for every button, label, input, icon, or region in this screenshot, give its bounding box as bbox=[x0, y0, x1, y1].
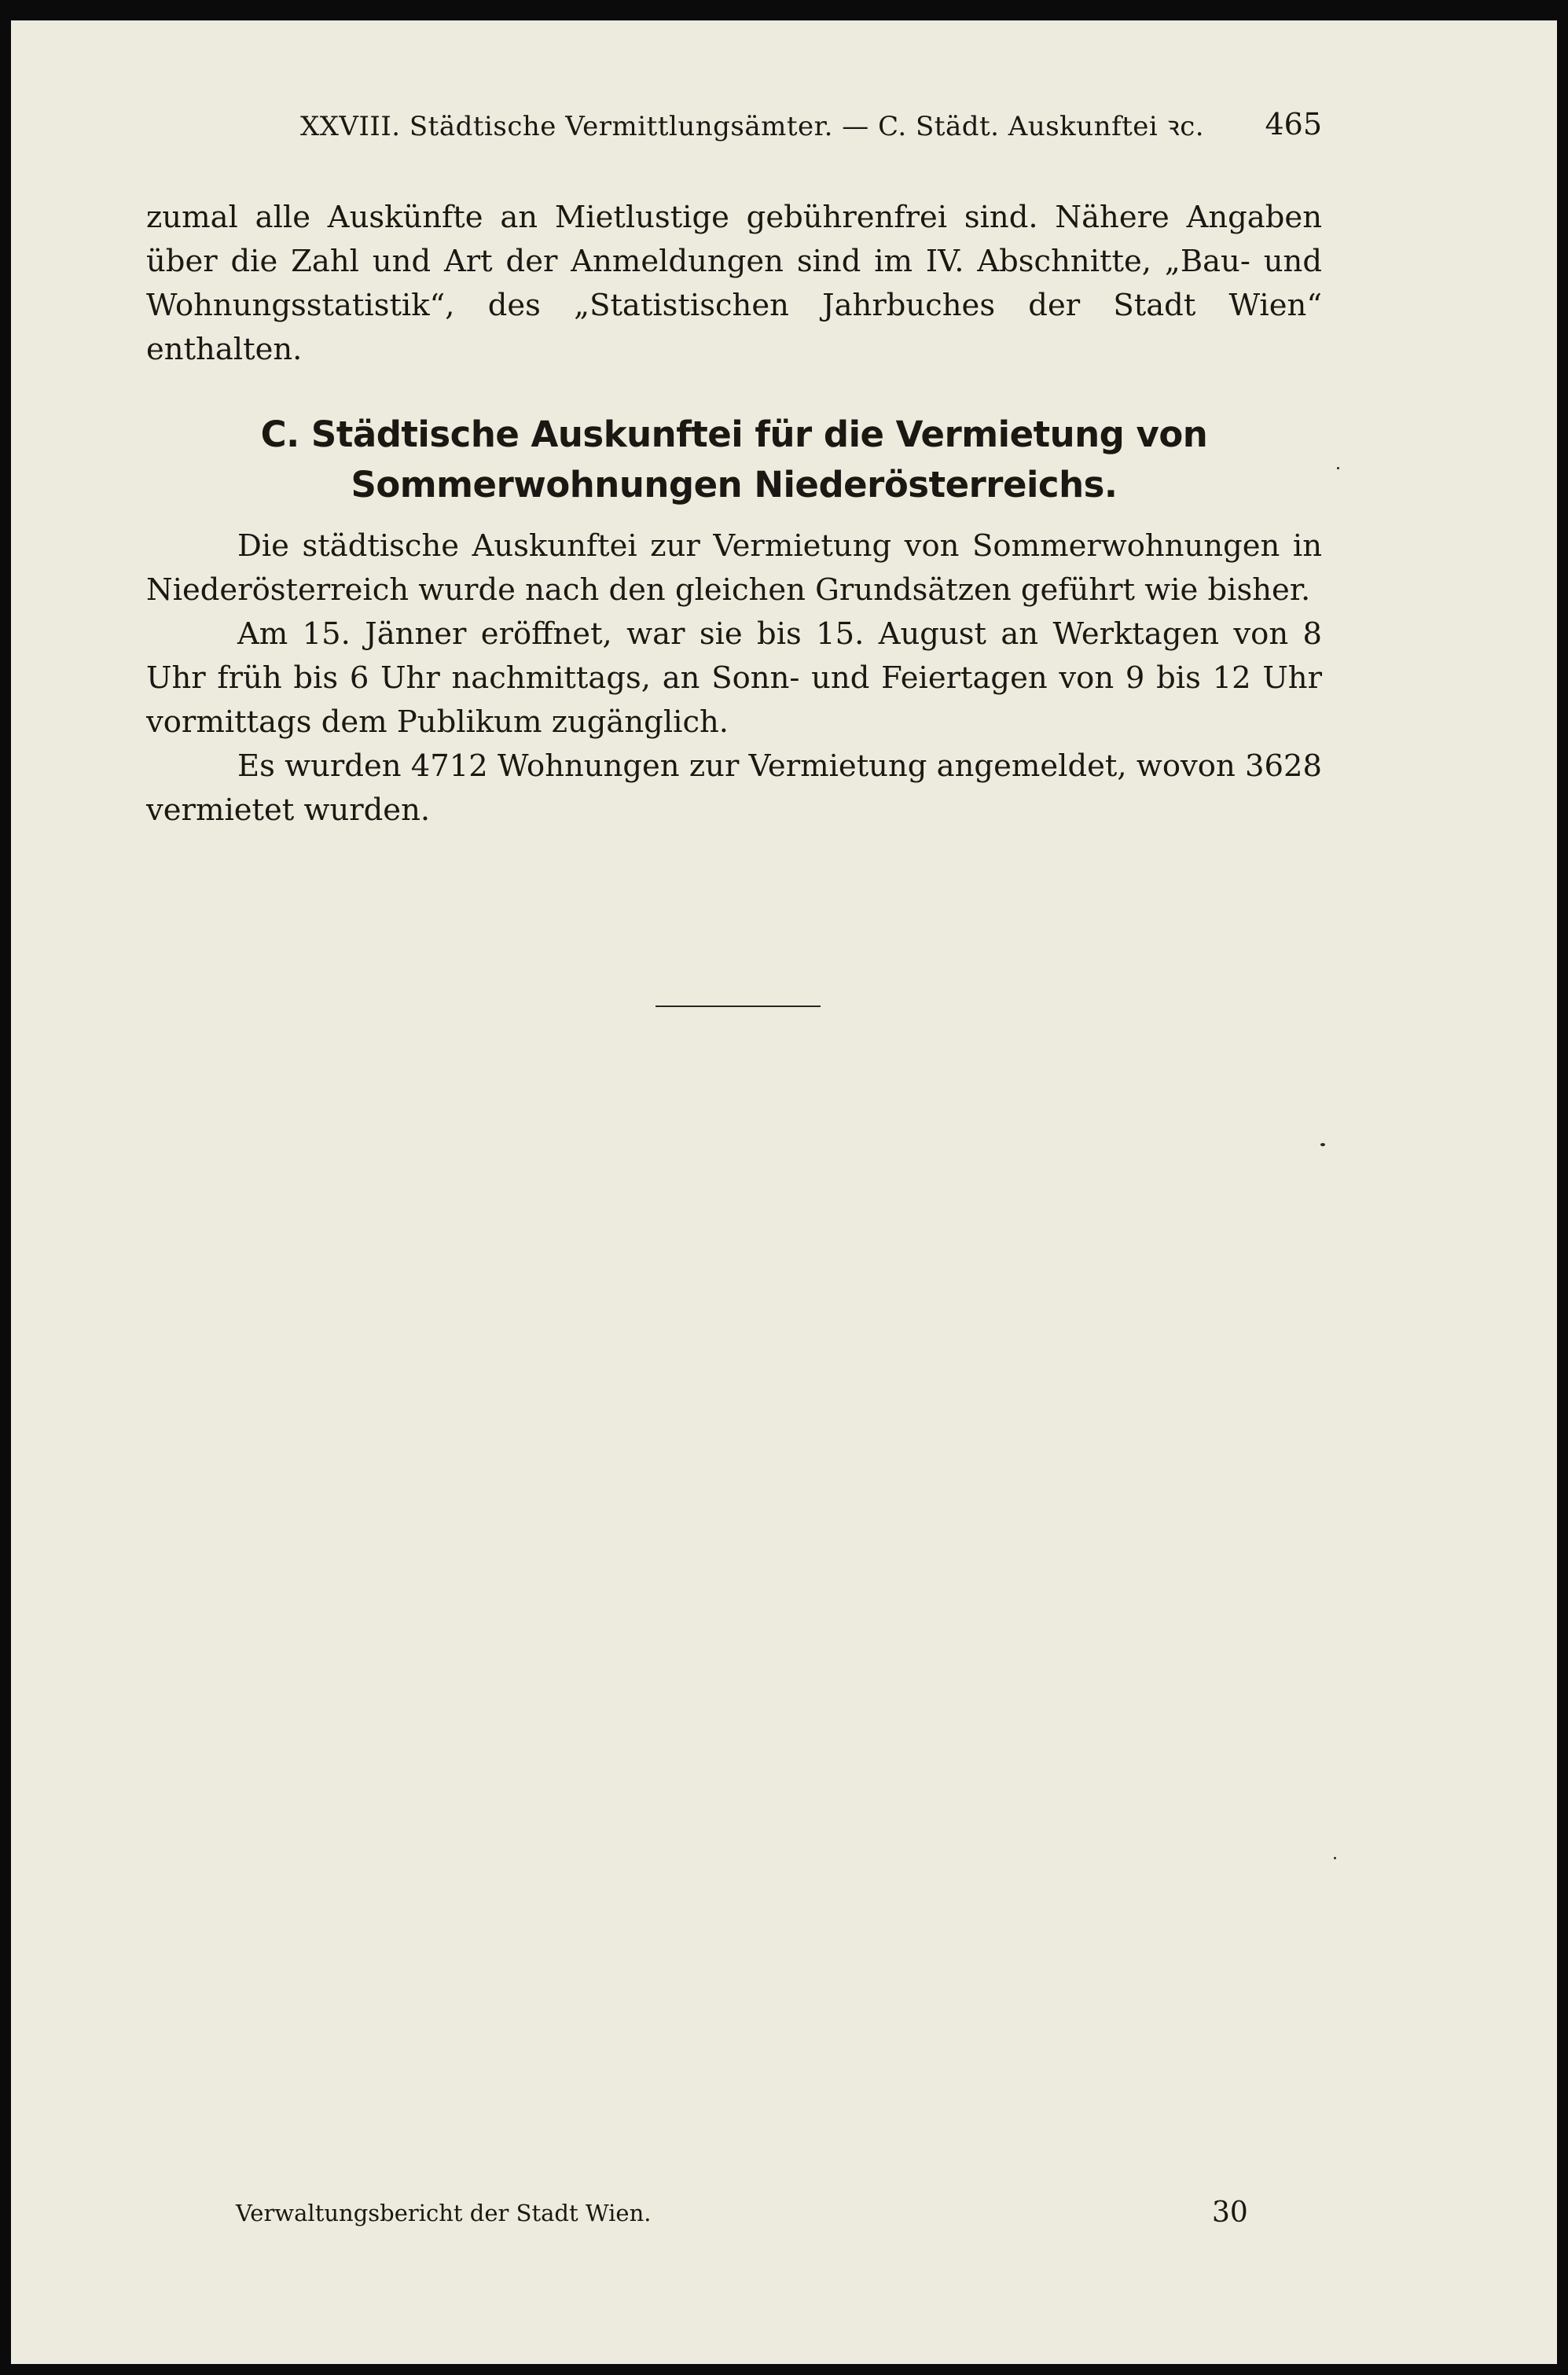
end-rule bbox=[655, 1006, 821, 1007]
paper-speck bbox=[1320, 1143, 1325, 1146]
paragraph-opening-hours: Am 15. Jänner eröffnet, war sie bis 15. August an Werktagen von 8 Uhr früh bis 6 Uhr nachmittags, an Sonn- und Feiertagen von 9 bis 12 Uhr vormittags dem Publikum zugänglich. bbox=[146, 616, 1322, 740]
running-head bbox=[143, 107, 1322, 154]
paper-speck bbox=[1334, 1857, 1336, 1859]
section-heading: C. Städtische Auskunftei für die Vermietung von Sommerwohnungen Niederösterreichs. bbox=[260, 414, 1208, 506]
running-title: XXVIII. Städtische Vermittlungsämter. — C. Städt. Auskunftei ꝛc. bbox=[300, 111, 1205, 142]
document-page bbox=[11, 20, 1557, 2364]
footer-source: Verwaltungsbericht der Stadt Wien. bbox=[236, 2200, 652, 2226]
footer-sheet-number: 30 bbox=[1212, 2197, 1248, 2229]
bleed-through-text bbox=[168, 814, 1363, 943]
paper-speck bbox=[1337, 467, 1339, 469]
main-text bbox=[146, 196, 1322, 833]
page-number: 465 bbox=[1265, 107, 1322, 142]
paragraph-continuation: zumal alle Auskünfte an Mietlustige gebührenfrei sind. Nähere Angaben über die Zahl und Art der Anmeldungen sind im IV. Abschnitte, „Bau- und Wohnungsstatistik“, des „Statistischen Jahrbuches der Stadt Wien“ enthalten. bbox=[146, 200, 1322, 367]
paragraph-auskunftei: Die städtische Auskunftei zur Vermietung von Sommerwohnungen in Niederösterreich wurde nach den gleichen Grundsätzen geführt wie bisher. bbox=[146, 528, 1322, 608]
paragraph-statistics: Es wurden 4712 Wohnungen zur Vermietung angemeldet, wovon 3628 vermietet wurden. bbox=[146, 748, 1322, 828]
